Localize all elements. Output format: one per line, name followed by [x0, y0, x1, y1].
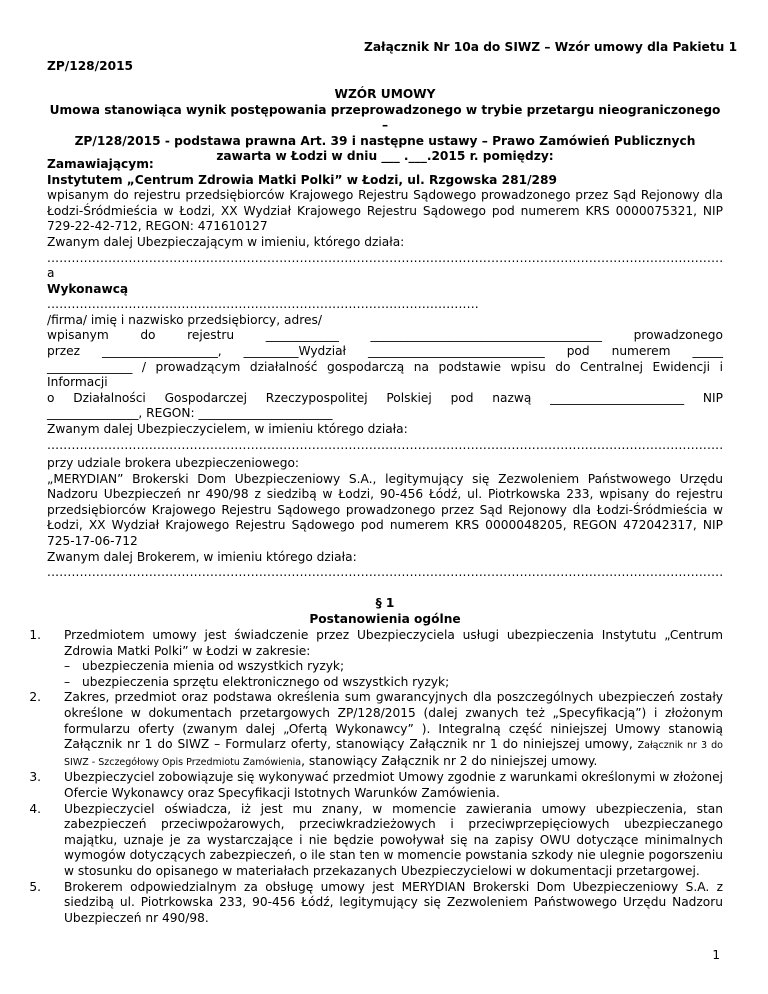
section-symbol: § 1: [375, 596, 395, 610]
wykonawca-conjunction: a: [47, 266, 55, 280]
zamawiajacy-name: Instytutem „Centrum Zdrowia Matki Polki” w Łodzi, ul. Rzgowska 281/289: [47, 172, 557, 187]
section-title: Postanowienia ogólne: [309, 611, 461, 626]
wykonawca-label: Wykonawcą: [47, 281, 129, 296]
broker-representative: Zwanym dalej Brokerem, w imieniu którego działa:: [47, 549, 357, 564]
title-line-2: ZP/128/2015 - podstawa prawna Art. 39 i następne ustawy – Prawo Zamówień Publicznych: [74, 133, 696, 148]
item-number: 5.: [29, 879, 41, 894]
wykonawca-dots-1: ..........................................................................................................: [47, 297, 479, 312]
wykonawca-dots-2: ......................................................................................................................................................................: [47, 437, 723, 452]
list-item: [29, 879, 723, 927]
broker-details: „MERYDIAN” Brokerski Dom Ubezpieczeniowy S.A., legitymujący się Zezwoleniem Państwowego Urzędu Nadzoru Ubezpieczeń nr 490/98 z siedzibą w Łodzi, 90-456 Łódź, ul. Piotrkowska 233, wpisany do rejestru przedsiębiorców Krajowego Rejestru Sądowego prowadzonego przez Sąd Rejonowy dla Łodzi-Śródmieścia w Łodzi, XX Wydział Krajowego Rejestru Sądowego pod numerem KRS 0000048205, REGON 472042317, NIP 725-17-06-712: [47, 471, 723, 548]
wykonawca-regon-line: _______________, REGON: ______________________: [47, 406, 333, 421]
item-number: 2.: [29, 690, 41, 705]
broker-block: [47, 456, 723, 581]
wykonawca-representative: Zwanym dalej Ubezpieczycielem, w imieniu którego działa:: [47, 421, 408, 436]
list-item: [29, 801, 723, 880]
item-text: Przedmiotem umowy jest świadczenie przez Ubezpieczyciela usługi ubezpieczenia Instytutu „Centrum Zdrowia Matki Polki” w Łodzi w zakresie:: [64, 628, 723, 658]
dash-item: – ubezpieczenia sprzętu elektronicznego od wszystkich ryzyk;: [64, 674, 450, 689]
attachment-header: Załącznik Nr 10a do SIWZ – Wzór umowy dla Pakietu 1: [364, 40, 738, 54]
page-number: 1: [712, 948, 720, 962]
list-item: [29, 690, 723, 770]
reference-number: ZP/128/2015: [47, 59, 134, 73]
wykonawca-register-line: wpisanym do rejestru ____________ ______________________________________ prowadzonego: [47, 328, 723, 343]
item-text: Ubezpieczyciel oświadcza, iż jest mu znany, w momencie zawierania umowy ubezpieczenia, stan zabezpieczeń przeciwpożarowych, przeciwkradzieżowych i przeciwprzepięciowych ubezpieczanego majątku, uznaje je za wystarczające i nie będzie powoływał się na zapisy OWU dotyczące minimalnych wymogów dotyczących zabezpieczeń, o ile stan ten w momencie powstania szkody nie ulegnie pogorszeniu w stosunku do opisanego w materiałach przekazanych Ubezpieczycielowi w dokumentacji przetargowej.: [64, 801, 723, 878]
item-text: Zakres, przedmiot oraz podstawa określenia sum gwarancyjnych dla poszczególnych ubezpieczeń zostały określone w dokumentach przetargowych ZP/128/2015 (dalej zwanych też „Specyfikacją”) i złożonym formularzu oferty (zwanym dalej „Ofertą Wykonawcy” ). Integralną część niniejszej Umowy stanowią Załącznik nr 1 do SIWZ – Formularz oferty, stanowiący Załącznik nr 1 do niniejszej umowy,: [64, 690, 723, 752]
wykonawca-name-line: o Działalności Gospodarczej Rzeczypospolitej Polskiej pod nazwą ______________________ NIP: [47, 390, 723, 405]
wykonawca-ceidg-line: ______________ / prowadzącym działalność gospodarczą na podstawie wpisu do Centralnej Ewidencji i Informacji: [47, 359, 723, 390]
dash-item-text: ubezpieczenia mienia od wszystkich ryzyk;: [82, 659, 345, 674]
item-text-small: Załącznik nr 3 do SIWZ - Szczegółowy Opis Przedmiotu Zamówienia: [64, 740, 723, 768]
item-text-end: , stanowiący Załącznik nr 2 do niniejszej umowy.: [301, 753, 598, 768]
zamawiajacy-representative: Zwanym dalej Ubezpieczającym w imieniu, którego działa:: [47, 234, 405, 249]
wykonawca-court-line: przez ___________________, _________Wydział _____________________________ pod numerem _____: [47, 343, 723, 358]
item-text: Ubezpieczyciel zobowiązuje się wykonywać przedmiot Umowy zgodnie z warunkami określonymi w złożonej Ofercie Wykonawcy oraz Specyfikacji Istotnych Warunków Zamówienia.: [64, 770, 723, 800]
broker-intro: przy udziale brokera ubezpieczeniowego:: [47, 456, 300, 470]
section-1-heading: [47, 596, 723, 627]
section-1-list: [29, 628, 723, 926]
item-number: 4.: [29, 801, 41, 816]
dash-item-text: ubezpieczenia sprzętu elektronicznego od wszystkich ryzyk;: [82, 674, 450, 689]
wykonawca-firm-line: /firma/ imię i nazwisko przedsiębiorcy, adres/: [47, 312, 322, 327]
zamawiajacy-registration: wpisanym do rejestru przedsiębiorców Krajowego Rejestru Sądowego prowadzonego przez Sąd Rejonowy dla Łodzi-Śródmieścia w Łodzi, XX Wydział Krajowego Rejestru Sądowego pod numerem KRS 0000075321, NIP 729-22-42-712, REGON: 471610127: [47, 188, 723, 234]
list-item: [29, 628, 723, 690]
document-title: WZÓR UMOWY: [334, 87, 436, 101]
title-line-1: Umowa stanowiąca wynik postępowania przeprowadzonego w trybie przetargu nieograniczonego –: [49, 102, 721, 133]
title-block: [47, 87, 723, 165]
item-text: Brokerem odpowiedzialnym za obsługę umowy jest MERYDIAN Brokerski Dom Ubezpieczeniowy S.A. z siedzibą ul. Piotrkowska 233, 90-456 Łódź, legitymujący się Zezwoleniem Państwowego Urzędu Nadzoru Ubezpieczeń nr 490/98.: [64, 879, 723, 925]
item-number: 1.: [29, 628, 41, 642]
broker-dots: ......................................................................................................................................................................: [47, 565, 723, 580]
dash-item: – ubezpieczenia mienia od wszystkich ryzyk;: [64, 659, 345, 674]
zamawiajacy-label: Zamawiającym:: [47, 157, 154, 171]
wykonawca-block: [47, 266, 723, 453]
title-line-3: zawarta w Łodzi w dniu ___ .___.2015 r. pomiędzy:: [216, 149, 554, 164]
zamawiajacy-block: [47, 157, 723, 266]
item-number: 3.: [29, 770, 41, 785]
list-item: [29, 770, 723, 801]
zamawiajacy-dots: ......................................................................................................................................................................: [47, 250, 723, 265]
